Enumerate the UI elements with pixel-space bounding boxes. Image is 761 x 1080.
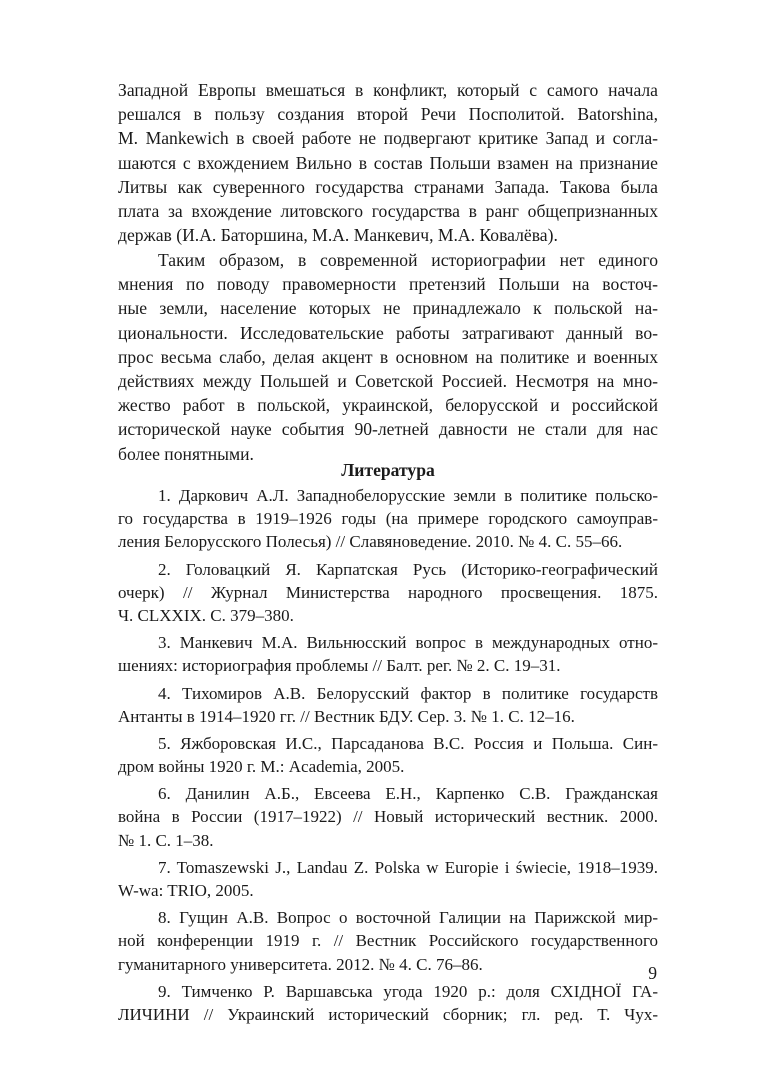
reference-line: 2. Головацкий Я. Карпатская Русь (Историко-географический (158, 559, 658, 579)
reference-line: № 1. С. 1–38. (118, 830, 214, 850)
paragraph-line: решался в пользу создания второй Речи Посполитой. Batorshina, (118, 104, 658, 125)
reference-line: дром войны 1920 г. М.: Academia, 2005. (118, 757, 405, 777)
paragraph-line: циональности. Исследовательские работы затрагивают данный во- (118, 322, 658, 343)
reference-item (118, 631, 658, 677)
reference-line: 7. Tomaszewski J., Landau Z. Polska w Europie i świecie, 1918–1939. (158, 857, 658, 877)
reference-line: 4. Тихомиров А.В. Белорусский фактор в политике государств (158, 683, 658, 703)
reference-line: Ч. CLXXIX. С. 379–380. (118, 605, 294, 625)
reference-line: го государства в 1919–1926 годы (на примере городского самоуправ- (118, 509, 658, 529)
reference-line: 8. Гущин А.В. Вопрос о восточной Галиции на Парижской мир- (158, 908, 658, 928)
reference-line: ной конференции 1919 г. // Вестник Российского государственного (118, 931, 658, 951)
paragraph-line: держав (И.А. Баторшина, М.А. Манкевич, М.А. Ковалёва). (118, 225, 558, 246)
reference-item (118, 906, 658, 976)
reference-line: очерк) // Журнал Министерства народного просвещения. 1875. (118, 582, 658, 602)
paragraph-line: Литвы как суверенного государства странами Запада. Такова была (118, 176, 658, 197)
paragraph-line: Западной Европы вмешаться в конфликт, который с самого начала (118, 80, 658, 100)
reference-item (118, 484, 658, 554)
paragraph-line: плата за вхождение литовского государства в ранг общепризнанных (118, 200, 658, 221)
references-heading: Литература (341, 460, 435, 480)
reference-line: шениях: историография проблемы // Балт. рег. № 2. С. 19–31. (118, 656, 561, 676)
paragraph-line: мнения по поводу правомерности претензий Польши на восточ- (118, 274, 658, 295)
reference-line: 9. Тимченко Р. Варшавська угода 1920 р.: доля СХІДНОЇ ГА- (158, 981, 658, 1001)
reference-line: 6. Данилин А.Б., Евсеева Е.Н., Карпенко С.В. Гражданская (158, 784, 658, 804)
paragraph-line: M. Mankewich в своей работе не подвергают критике Запад и согла- (118, 128, 658, 149)
paragraph-line: ные земли, население которых не принадлежало к польской на- (118, 298, 658, 319)
paragraph-line: шаются с вхождением Вильно в состав Польши взамен на признание (118, 152, 658, 173)
paragraph-line: прос весьма слабо, делая акцент в основном на политике и военных (118, 346, 658, 367)
reference-line: W-wa: TRIO, 2005. (118, 881, 254, 900)
reference-item (118, 980, 658, 1026)
reference-line: 3. Манкевич М.А. Вильнюсский вопрос в международных отно- (158, 633, 658, 653)
page-number: 9 (648, 963, 657, 983)
reference-item (118, 558, 658, 628)
paragraph-line: жество работ в польской, украинской, белорусской и российской (118, 395, 658, 416)
reference-line: война в России (1917–1922) // Новый исторический вестник. 2000. (118, 807, 658, 827)
paragraph-2 (118, 248, 658, 466)
reference-item (118, 782, 658, 852)
references-list (118, 484, 658, 1030)
reference-line: Антанты в 1914–1920 гг. // Вестник БДУ. Сер. 3. № 1. С. 12–16. (118, 706, 575, 726)
paragraph-line: исторической науке события 90-летней давности не стали для нас (118, 419, 658, 440)
paragraph-1 (118, 78, 658, 247)
reference-line: гуманитарного университета. 2012. № 4. С. 76–86. (118, 954, 483, 974)
reference-line: ления Белорусского Полесья) // Славяноведение. 2010. № 4. С. 55–66. (118, 532, 623, 552)
paragraph-line: Таким образом, в современной историографии нет единого (158, 250, 658, 270)
reference-line: 5. Яжборовская И.С., Парсаданова В.С. Россия и Польша. Син- (158, 733, 658, 753)
paragraph-line: действиях между Польшей и Советской Россией. Несмотря на мно- (118, 370, 658, 391)
reference-item (118, 732, 658, 778)
reference-item (118, 682, 658, 728)
reference-line: 1. Даркович А.Л. Западнобелорусские земли в политике польско- (158, 486, 658, 505)
reference-item (118, 856, 658, 902)
reference-line: ЛИЧИНИ // Украинский исторический сборник; гл. ред. Т. Чух- (118, 1004, 658, 1024)
paragraph-line: более понятными. (118, 443, 254, 464)
